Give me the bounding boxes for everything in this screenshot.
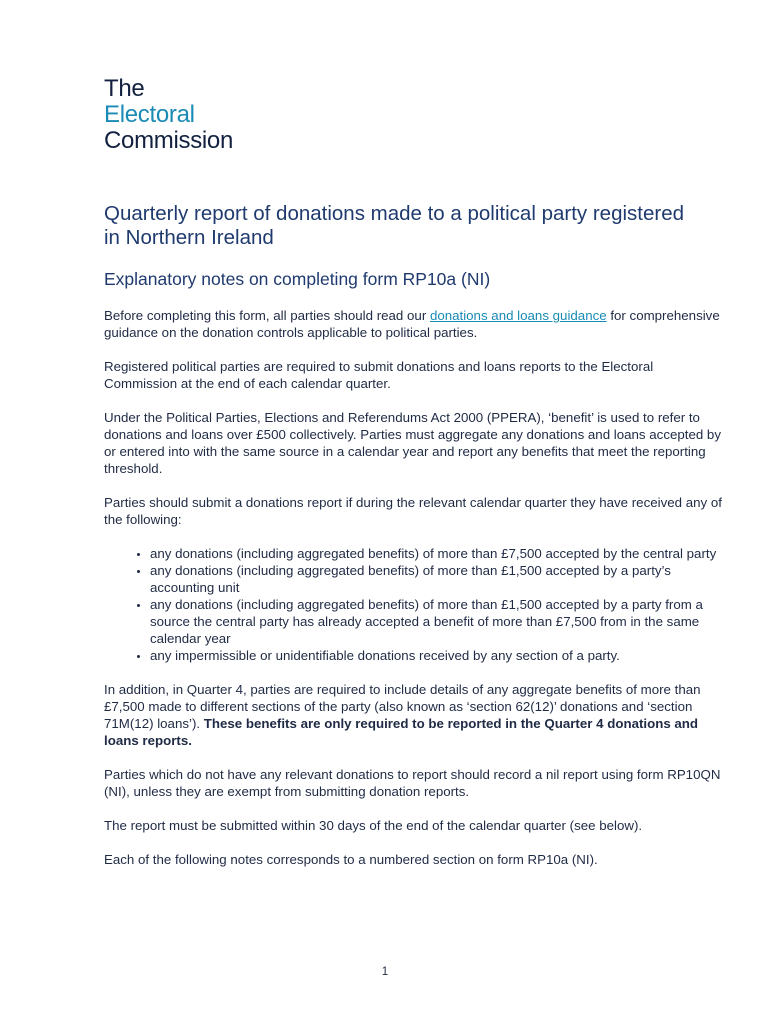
quarter4-text: In addition, in Quarter 4, parties are required to include details of any aggregate benefits of more than £7,500 made to different sections of the party (also known as ‘section 62(12)’ donations and ‘section 71M(12) loans’). (104, 682, 701, 731)
document-body (104, 307, 729, 885)
logo-line-electoral: Electoral (104, 101, 195, 128)
benefit-definition-paragraph: Under the Political Parties, Elections and Referendums Act 2000 (PPERA), ‘benefit’ is used to refer to donations and loans over £500 collectively. Parties must aggregate any donations and loans accepted by or entered into with the same source in a calendar year and report any benefits that meet the reporting threshold. (104, 410, 721, 476)
document-title: Quarterly report of donations made to a political party registered in Northern Ireland (104, 202, 684, 249)
logo-line-commission: Commission (104, 127, 234, 154)
quarter4-bold-note: These benefits are only required to be reported in the Quarter 4 donations and loans reports. (104, 716, 699, 748)
submission-criteria-paragraph: Parties should submit a donations report if during the relevant calendar quarter they have received any of the following: (104, 495, 722, 527)
donations-loans-guidance-link[interactable]: donations and loans guidance (429, 308, 607, 323)
deadline-paragraph: The report must be submitted within 30 days of the end of the calendar quarter (see below). (104, 818, 643, 833)
logo-line-the: The (104, 75, 145, 102)
intro-paragraph (104, 307, 729, 341)
reporting-requirement-paragraph: Registered political parties are required to submit donations and loans reports to the Electoral Commission at the end of each calendar quarter. (104, 359, 654, 391)
list-item: • any donations (including aggregated benefits) of more than £1,500 accepted by a party’s accounting unit (150, 562, 729, 596)
intro-text-after: for comprehensive guidance on the donation controls applicable to political parties. (104, 308, 720, 340)
document-subtitle: Explanatory notes on completing form RP10a (NI) (104, 269, 491, 289)
notes-correspondence-paragraph: Each of the following notes corresponds to a numbered section on form RP10a (NI). (104, 852, 598, 867)
electoral-commission-logo (104, 76, 233, 154)
intro-text-before: Before completing this form, all parties should read our (104, 308, 430, 323)
nil-report-paragraph: Parties which do not have any relevant donations to report should record a nil report using form RP10QN (NI), unless they are exempt from submitting donation reports. (104, 767, 721, 799)
criteria-list (104, 545, 729, 664)
list-item: • any impermissible or unidentifiable donations received by any section of a party. (150, 647, 729, 664)
quarter4-paragraph (104, 681, 729, 749)
page-number: 1 (381, 966, 389, 978)
list-item: • any donations (including aggregated benefits) of more than £7,500 accepted by the central party (150, 545, 729, 562)
list-item: • any donations (including aggregated benefits) of more than £1,500 accepted by a party from a source the central party has already accepted a benefit of more than £7,500 from in the same calendar year (150, 596, 729, 647)
